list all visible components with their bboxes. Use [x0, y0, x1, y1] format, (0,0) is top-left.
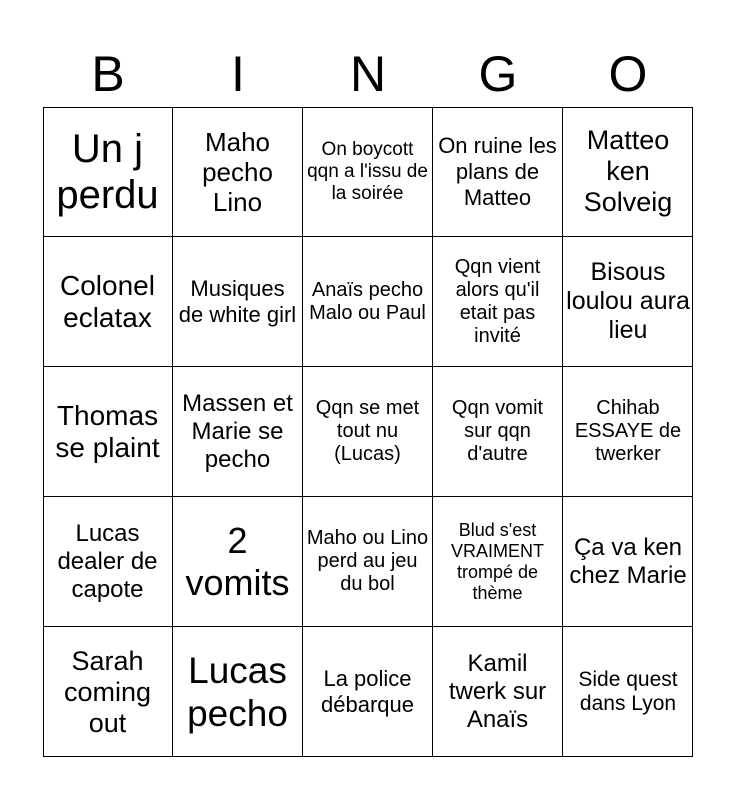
bingo-cell-r5-c4[interactable]: [433, 627, 563, 757]
bingo-cell-text: Kamil twerk sur Anaïs: [448, 650, 547, 733]
bingo-cell-r1-c3[interactable]: [303, 107, 433, 237]
header-letter-n: N: [349, 46, 387, 102]
bingo-cell-r1-c4[interactable]: [433, 107, 563, 237]
bingo-cell-r5-c3[interactable]: [303, 627, 433, 757]
bingo-cell-r5-c1[interactable]: [43, 627, 173, 757]
bingo-cell-text: Lucas pecho: [187, 650, 288, 734]
bingo-cell-r5-c2[interactable]: [173, 627, 303, 757]
bingo-cell-r1-c1[interactable]: [43, 107, 173, 237]
bingo-cell-r2-c3[interactable]: [303, 237, 433, 367]
bingo-cell-text: Qqn se met tout nu (Lucas): [315, 397, 420, 465]
bingo-header: [43, 40, 693, 108]
bingo-cell-text: Side quest dans Lyon: [578, 668, 678, 715]
bingo-cell-r1-c2[interactable]: [173, 107, 303, 237]
bingo-cell-r3-c3[interactable]: [303, 367, 433, 497]
bingo-cell-text: Chihab ESSAYE de twerker: [574, 397, 682, 465]
bingo-cell-text: Maho ou Lino perd au jeu du bol: [306, 527, 429, 595]
bingo-cell-text: Massen et Marie se pecho: [182, 389, 293, 473]
bingo-cell-text: Anaïs pecho Malo ou Paul: [309, 278, 426, 324]
bingo-cell-text: 2 vomits: [185, 519, 290, 603]
bingo-cell-r1-c5[interactable]: [563, 107, 693, 237]
bingo-cell-text: Lucas dealer de capote: [57, 519, 158, 603]
bingo-cell-text: On ruine les plans de Matteo: [438, 132, 557, 210]
header-letter-b: B: [91, 46, 125, 102]
bingo-cell-text: Qqn vomit sur qqn d'autre: [451, 397, 544, 465]
bingo-cell-r3-c1[interactable]: [43, 367, 173, 497]
bingo-board: [43, 107, 693, 757]
header-letter-o: O: [608, 46, 648, 102]
bingo-cell-r4-c2[interactable]: [173, 497, 303, 627]
bingo-cell-text: Blud s'est VRAIMENT trompé de thème: [450, 519, 544, 603]
bingo-cell-text: Qqn vient alors qu'il etait pas invité: [454, 255, 541, 347]
bingo-cell-text: Matteo ken Solveig: [583, 125, 673, 217]
header-letter-g: G: [478, 46, 518, 102]
bingo-cell-text: Bisous loulou aura lieu: [566, 258, 690, 344]
bingo-cell-r4-c1[interactable]: [43, 497, 173, 627]
bingo-cell-text: Colonel eclatax: [60, 269, 155, 333]
bingo-cell-text: Maho pecho Lino: [202, 126, 273, 217]
bingo-cell-r4-c4[interactable]: [433, 497, 563, 627]
header-letter-i: I: [231, 46, 245, 102]
bingo-cell-r3-c4[interactable]: [433, 367, 563, 497]
bingo-cell-r2-c1[interactable]: [43, 237, 173, 367]
bingo-cell-text: On boycott qqn a l'issu de la soirée: [307, 138, 428, 204]
bingo-cell-r5-c5[interactable]: [563, 627, 693, 757]
bingo-cell-text: Sarah coming out: [63, 645, 152, 738]
bingo-cell-text: Un j perdu: [56, 126, 159, 217]
bingo-cell-text: Musiques de white girl: [178, 275, 297, 327]
bingo-cell-r2-c2[interactable]: [173, 237, 303, 367]
bingo-cell-r2-c5[interactable]: [563, 237, 693, 367]
bingo-cell-text: Ça va ken chez Marie: [569, 533, 687, 589]
bingo-cell-r4-c5[interactable]: [563, 497, 693, 627]
bingo-cell-r3-c2[interactable]: [173, 367, 303, 497]
bingo-cell-text: La police débarque: [321, 666, 414, 717]
bingo-cell-r3-c5[interactable]: [563, 367, 693, 497]
bingo-cell-r4-c3[interactable]: [303, 497, 433, 627]
bingo-cell-text: Thomas se plaint: [55, 399, 160, 463]
bingo-cell-r2-c4[interactable]: [433, 237, 563, 367]
